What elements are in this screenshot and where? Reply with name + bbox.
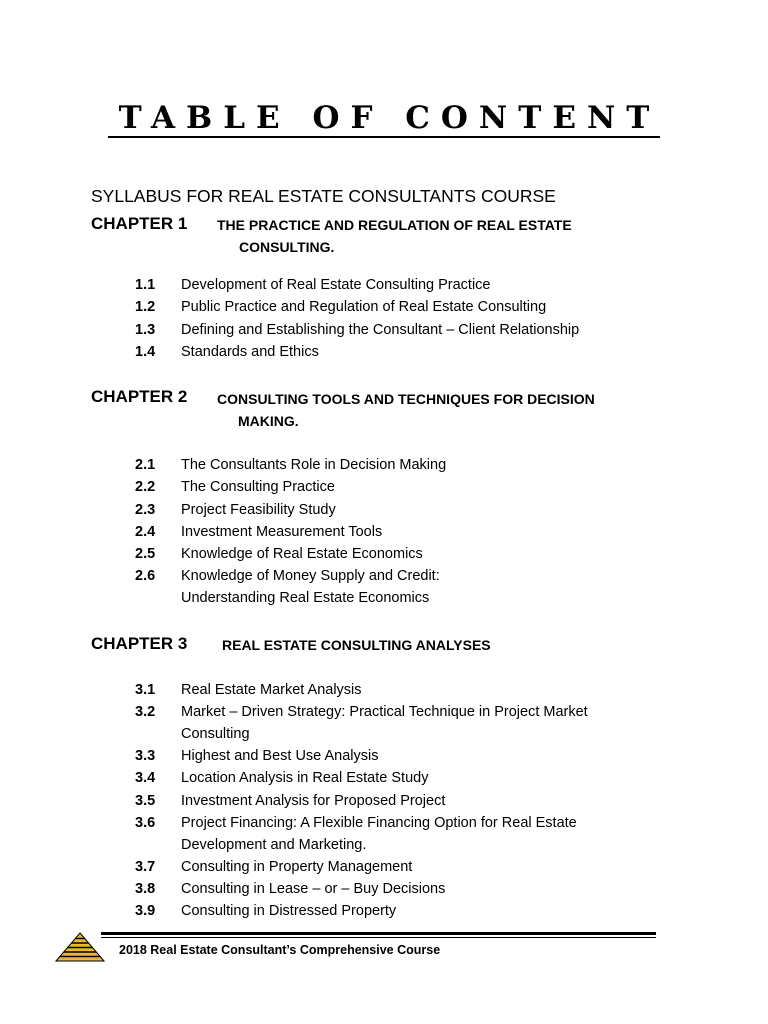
toc-item-2-6-continued: Understanding Real Estate Economics xyxy=(181,590,430,606)
item-number: 3.6 xyxy=(135,815,156,831)
toc-item-3-3[interactable] xyxy=(135,745,378,767)
toc-item-2-6[interactable] xyxy=(135,565,440,587)
item-text: Knowledge of Money Supply and Credit: xyxy=(181,568,440,584)
item-number: 3.4 xyxy=(135,770,156,786)
toc-item-3-5[interactable] xyxy=(135,790,445,812)
footer-rule-thin xyxy=(101,937,656,938)
toc-item-3-2-continued: Consulting xyxy=(181,726,250,742)
toc-item-1-3[interactable] xyxy=(135,319,579,341)
item-text: Consulting in Distressed Property xyxy=(181,903,397,919)
item-text: Standards and Ethics xyxy=(181,344,319,360)
item-number: 2.2 xyxy=(135,479,156,495)
chapter-3-label: CHAPTER 3 xyxy=(91,634,188,653)
toc-item-2-1[interactable] xyxy=(135,454,446,476)
item-text: Public Practice and Regulation of Real Estate Consulting xyxy=(181,299,547,315)
toc-item-1-4[interactable] xyxy=(135,341,319,363)
item-number: 1.1 xyxy=(135,277,156,293)
toc-item-3-8[interactable] xyxy=(135,878,445,900)
item-number: 3.2 xyxy=(135,704,156,720)
toc-item-3-7[interactable] xyxy=(135,856,412,878)
item-text: Market – Driven Strategy: Practical Technique in Project Market xyxy=(181,704,588,720)
chapter-1-title-line1: THE PRACTICE AND REGULATION OF REAL ESTATE xyxy=(217,217,572,233)
item-number: 3.9 xyxy=(135,903,156,919)
toc-item-2-4[interactable] xyxy=(135,521,382,543)
item-number: 3.5 xyxy=(135,793,156,809)
item-number: 1.4 xyxy=(135,344,156,360)
item-text: Investment Analysis for Proposed Project xyxy=(181,793,446,809)
chapter-2-title-line1: CONSULTING TOOLS AND TECHNIQUES FOR DECISION xyxy=(217,391,595,407)
item-text: Project Financing: A Flexible Financing Option for Real Estate xyxy=(181,815,577,831)
item-text: The Consulting Practice xyxy=(181,479,335,495)
item-number: 3.7 xyxy=(135,859,156,875)
footer-rule-thick xyxy=(101,932,656,935)
item-text: Project Feasibility Study xyxy=(181,502,336,518)
toc-item-3-6-continued: Development and Marketing. xyxy=(181,837,367,853)
toc-item-2-5[interactable] xyxy=(135,543,423,565)
document-title xyxy=(0,100,768,138)
item-text: Development of Real Estate Consulting Practice xyxy=(181,277,491,293)
toc-item-3-4[interactable] xyxy=(135,767,428,789)
chapter-3-title-line1: REAL ESTATE CONSULTING ANALYSES xyxy=(222,637,491,653)
pyramid-logo-icon xyxy=(55,932,105,962)
item-number: 1.2 xyxy=(135,299,156,315)
toc-item-2-3[interactable] xyxy=(135,499,336,521)
item-number: 3.3 xyxy=(135,748,156,764)
item-text: Knowledge of Real Estate Economics xyxy=(181,546,423,562)
item-number: 2.1 xyxy=(135,457,156,473)
title-text: TABLE OF CONTENT xyxy=(108,100,661,138)
chapter-2-title-line2: MAKING. xyxy=(238,413,299,429)
item-number: 2.4 xyxy=(135,524,156,540)
toc-item-3-6[interactable] xyxy=(135,812,577,834)
chapter-2-label: CHAPTER 2 xyxy=(91,387,188,406)
item-number: 2.6 xyxy=(135,568,156,584)
syllabus-heading: SYLLABUS FOR REAL ESTATE CONSULTANTS COURSE xyxy=(91,186,556,206)
item-text: Highest and Best Use Analysis xyxy=(181,748,379,764)
item-text: Investment Measurement Tools xyxy=(181,524,383,540)
item-number: 2.3 xyxy=(135,502,156,518)
toc-item-1-2[interactable] xyxy=(135,296,546,318)
toc-item-3-9[interactable] xyxy=(135,900,396,922)
item-number: 3.1 xyxy=(135,682,156,698)
item-text: Consulting in Property Management xyxy=(181,859,413,875)
footer-text: 2018 Real Estate Consultant’s Comprehensive Course xyxy=(119,943,441,957)
item-number: 2.5 xyxy=(135,546,156,562)
item-number: 3.8 xyxy=(135,881,156,897)
toc-item-1-1[interactable] xyxy=(135,274,491,296)
item-text: The Consultants Role in Decision Making xyxy=(181,457,447,473)
chapter-1-label: CHAPTER 1 xyxy=(91,214,188,233)
item-number: 1.3 xyxy=(135,322,156,338)
item-text: Consulting in Lease – or – Buy Decisions xyxy=(181,881,446,897)
toc-item-3-2[interactable] xyxy=(135,701,588,723)
chapter-1-title-line2: CONSULTING. xyxy=(239,239,335,255)
item-text: Real Estate Market Analysis xyxy=(181,682,362,698)
item-text: Location Analysis in Real Estate Study xyxy=(181,770,429,786)
toc-item-2-2[interactable] xyxy=(135,476,335,498)
toc-item-3-1[interactable] xyxy=(135,679,362,701)
item-text: Defining and Establishing the Consultant – Client Relationship xyxy=(181,322,580,338)
